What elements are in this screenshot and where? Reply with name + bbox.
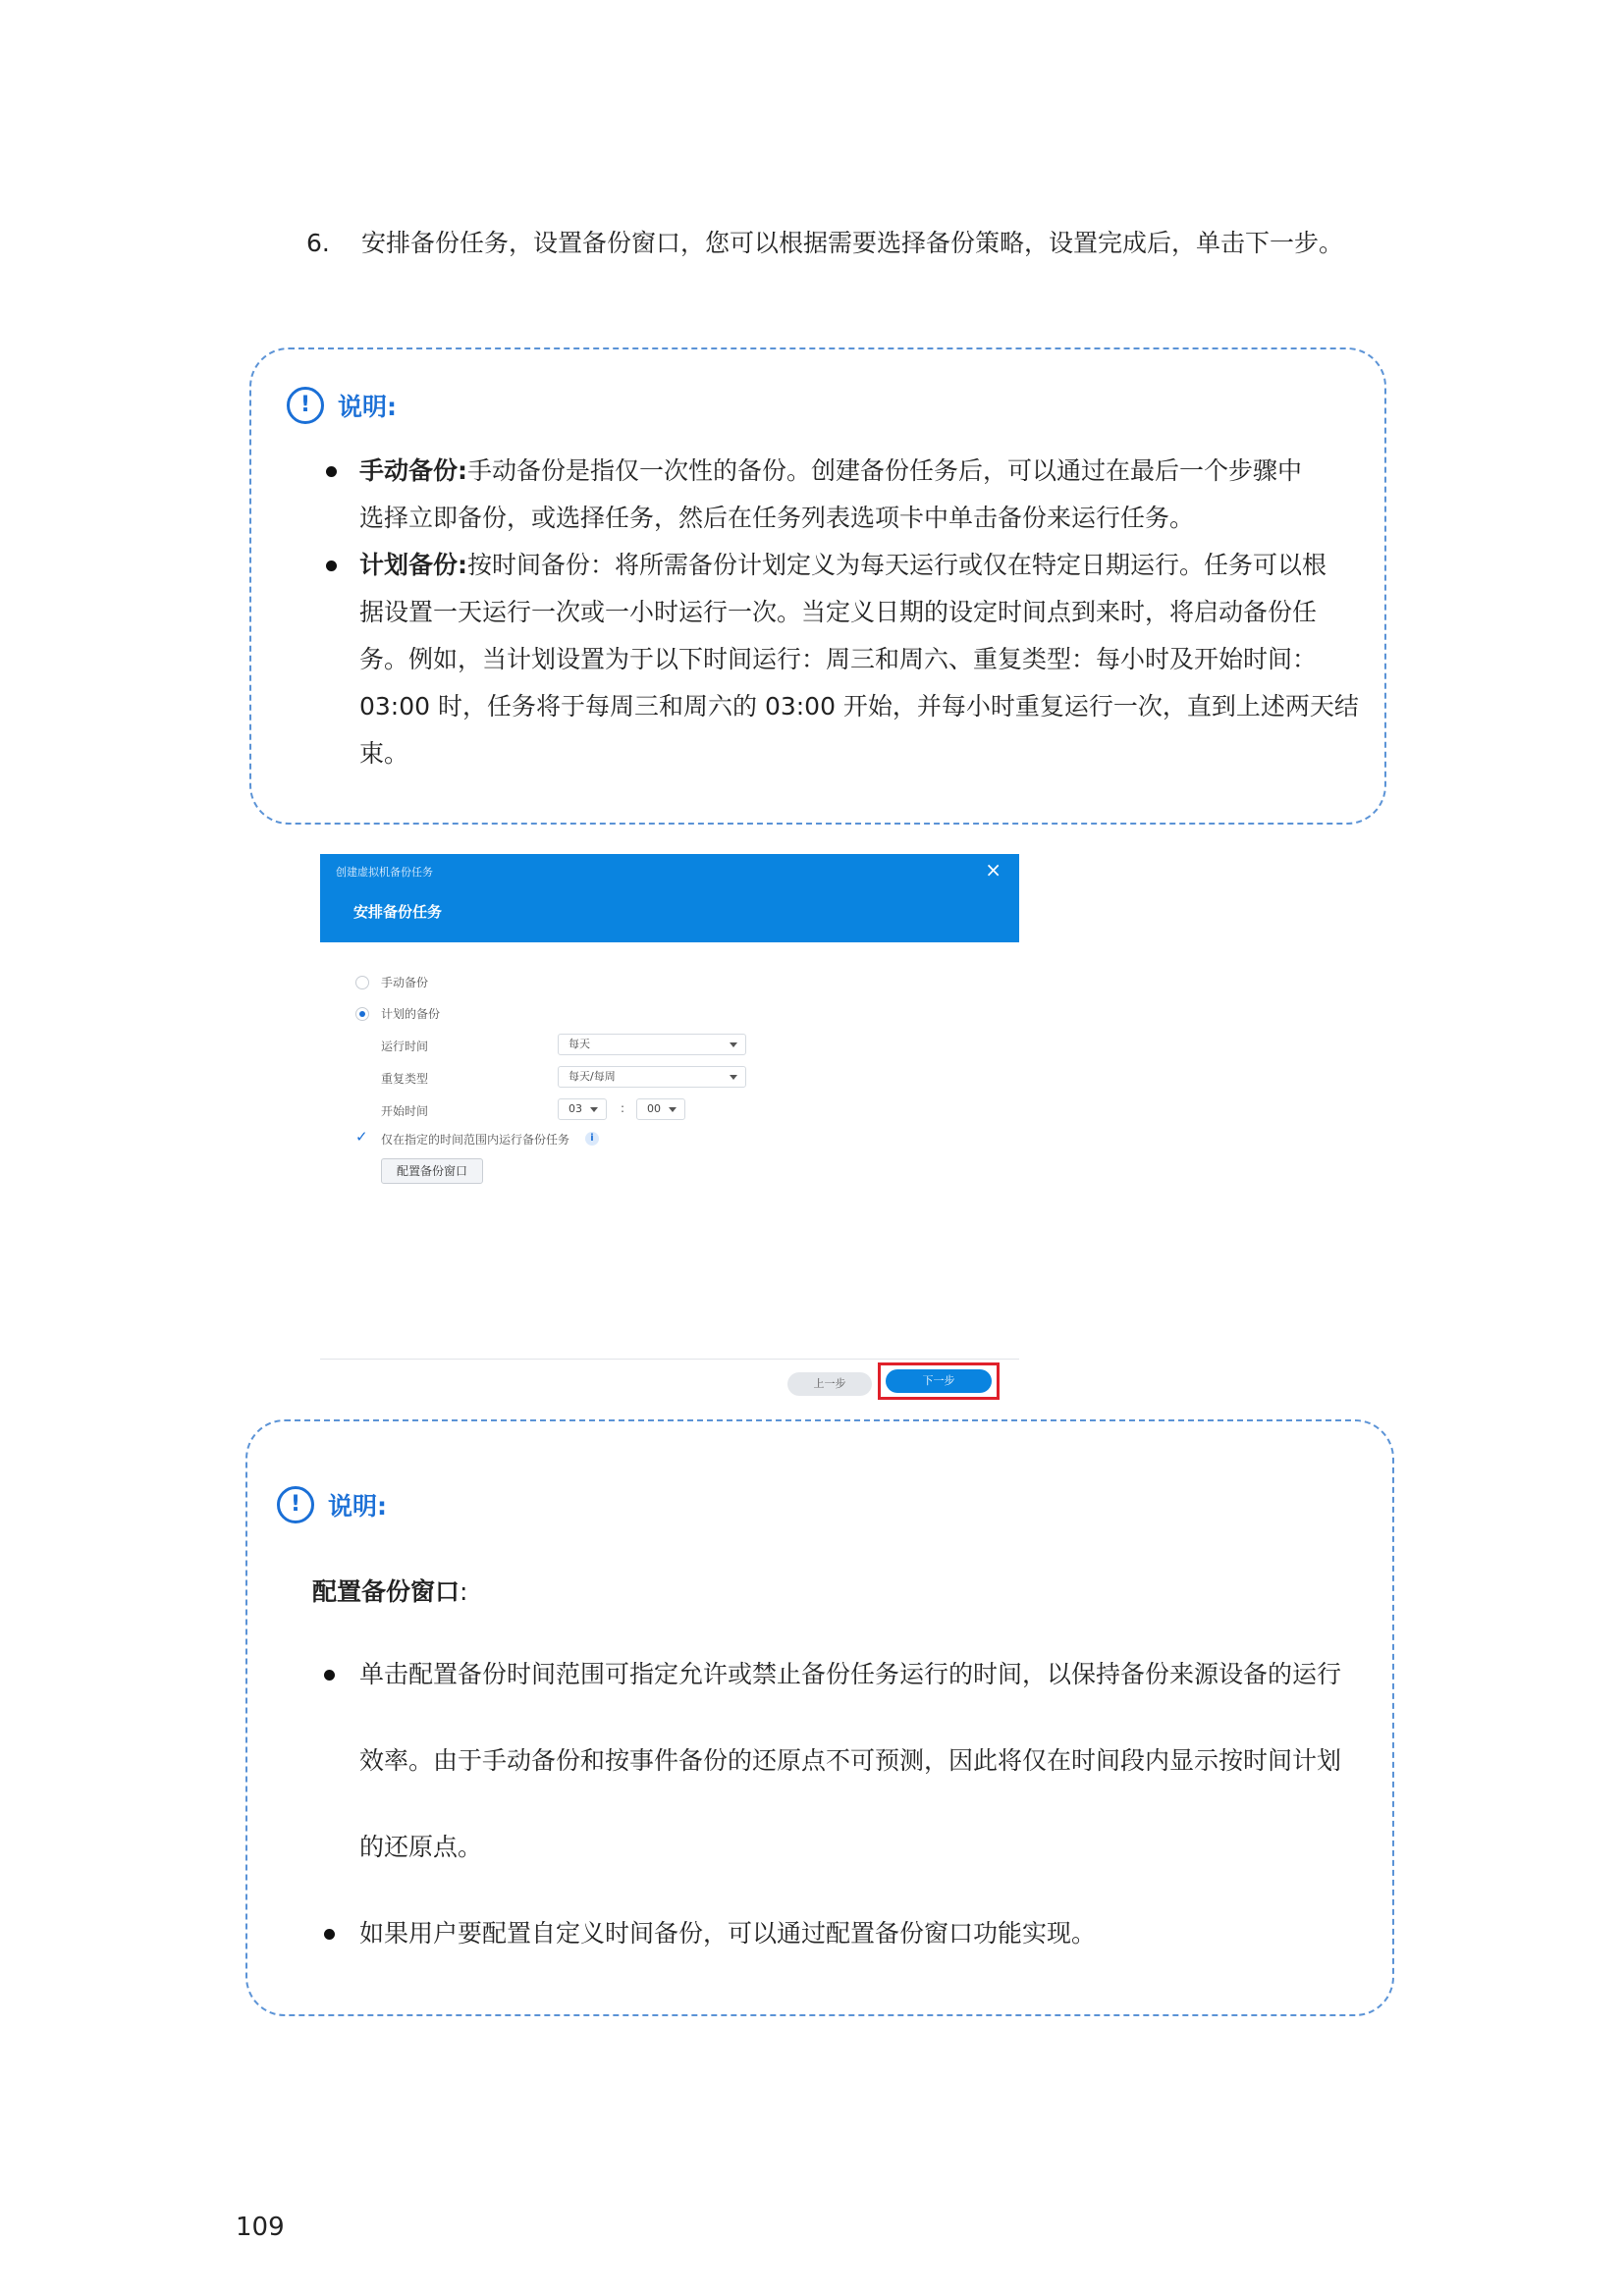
start-minute-select[interactable] <box>636 1098 685 1120</box>
manual-backup-option-label: 手动备份 <box>381 976 429 989</box>
close-icon[interactable]: × <box>985 858 1001 881</box>
note-title: 说明: <box>338 393 397 421</box>
dialog-header <box>320 854 1019 942</box>
note-header <box>287 387 397 424</box>
note-header <box>277 1486 387 1523</box>
note-list <box>251 448 1380 777</box>
manual-backup-label: 手动备份: <box>359 456 467 485</box>
scheduled-backup-line-1: 按时间备份：将所需备份计划定义为每天运行或仅在特定日期运行。任务可以根 <box>467 551 1327 579</box>
repeat-type-label: 重复类型 <box>381 1072 429 1086</box>
start-hour-value: 03 <box>568 1102 582 1115</box>
repeat-type-value: 每天/每周 <box>568 1070 616 1083</box>
backup-window-checkbox[interactable]: ✓ <box>355 1128 368 1146</box>
time-separator: : <box>621 1101 625 1115</box>
note-subheading <box>312 1573 467 1608</box>
page-number: 109 <box>236 2213 285 2242</box>
next-button-highlight <box>878 1362 1000 1400</box>
configure-range-line-1: 单击配置备份时间范围可指定允许或禁止备份任务运行的时间，以保持备份来源设备的运行 <box>359 1660 1342 1688</box>
scheduled-backup-option-label: 计划的备份 <box>381 1007 441 1021</box>
step-instruction <box>306 224 1343 263</box>
repeat-type-select[interactable] <box>558 1066 746 1088</box>
manual-backup-line-1: 手动备份是指仅一次性的备份。创建备份任务后，可以通过在最后一个步骤中 <box>467 456 1303 485</box>
note-box-backup-window <box>245 1419 1394 2016</box>
backup-task-dialog <box>320 854 1019 1399</box>
step-text: 安排备份任务，设置备份窗口，您可以根据需要选择备份策略，设置完成后，单击下一步。 <box>361 229 1344 257</box>
dialog-window-title: 创建虚拟机备份任务 <box>336 866 433 879</box>
manual-backup-line-2: 选择立即备份，或选择任务，然后在任务列表选项卡中单击备份来运行任务。 <box>359 504 1195 532</box>
scheduled-backup-line-5: 束。 <box>359 739 409 768</box>
chevron-down-icon <box>730 1042 737 1047</box>
list-item-scheduled-backup <box>251 542 1380 777</box>
run-time-select[interactable] <box>558 1034 746 1055</box>
scheduled-backup-line-3: 务。例如，当计划设置为于以下时间运行：周三和周六、重复类型：每小时及开始时间： <box>359 645 1318 673</box>
info-icon[interactable]: i <box>585 1132 599 1146</box>
list-item-configure-range <box>247 1631 1386 1891</box>
previous-button[interactable]: 上一步 <box>787 1372 872 1396</box>
footer-divider <box>320 1359 1019 1360</box>
start-hour-select[interactable] <box>558 1098 607 1120</box>
manual-backup-radio[interactable] <box>355 976 369 989</box>
chevron-down-icon <box>590 1107 598 1112</box>
start-minute-value: 00 <box>647 1102 661 1115</box>
list-item-custom-window <box>247 1891 1386 1977</box>
subheading-text: 配置备份窗口 <box>312 1577 460 1606</box>
scheduled-backup-radio[interactable] <box>355 1007 369 1021</box>
chevron-down-icon <box>669 1107 677 1112</box>
scheduled-backup-label: 计划备份: <box>359 551 467 579</box>
run-time-value: 每天 <box>568 1038 590 1050</box>
custom-window-line-1: 如果用户要配置自定义时间备份，可以通过配置备份窗口功能实现。 <box>359 1919 1097 1948</box>
step-number: 6. <box>306 229 330 257</box>
backup-window-checkbox-label: 仅在指定的时间范围内运行备份任务 <box>381 1133 570 1147</box>
configure-range-line-3: 的还原点。 <box>359 1833 483 1861</box>
note-list <box>247 1631 1386 1977</box>
note-box-backup-types <box>249 347 1386 825</box>
next-button[interactable]: 下一步 <box>886 1369 992 1393</box>
exclamation-icon: ! <box>287 387 324 424</box>
scheduled-backup-line-2: 据设置一天运行一次或一小时运行一次。当定义日期的设定时间点到来时，将启动备份任 <box>359 598 1318 626</box>
configure-range-line-2: 效率。由于手动备份和按事件备份的还原点不可预测，因此将仅在时间段内显示按时间计划 <box>359 1746 1342 1775</box>
run-time-label: 运行时间 <box>381 1040 429 1053</box>
start-time-label: 开始时间 <box>381 1104 429 1118</box>
dialog-heading: 安排备份任务 <box>353 903 443 921</box>
note-title: 说明: <box>328 1492 387 1521</box>
scheduled-backup-line-4: 03:00 时，任务将于每周三和周六的 03:00 开始，并每小时重复运行一次，直到上述两天结 <box>359 692 1359 721</box>
subheading-colon: : <box>460 1577 468 1606</box>
configure-backup-window-button[interactable]: 配置备份窗口 <box>381 1158 483 1184</box>
chevron-down-icon <box>730 1075 737 1080</box>
list-item-manual-backup <box>251 448 1380 542</box>
exclamation-icon: ! <box>277 1486 314 1523</box>
